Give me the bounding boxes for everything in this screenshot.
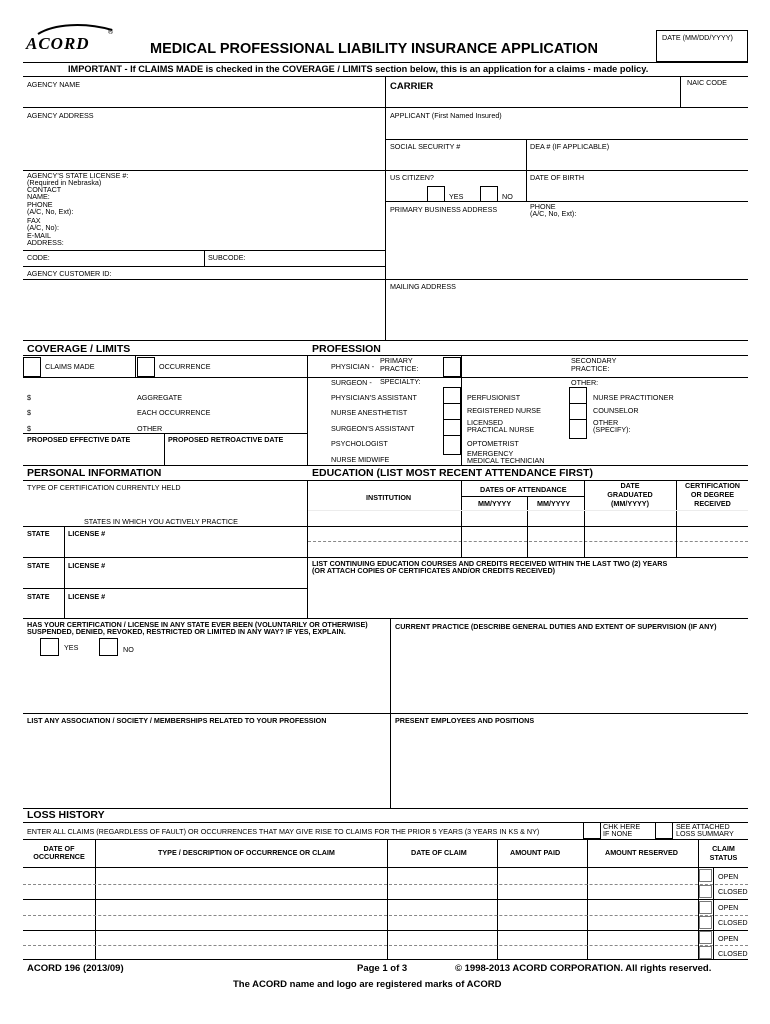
agency-license-note: (Required in Nebraska) — [27, 178, 102, 187]
eff-date-label: PROPOSED EFFECTIVE DATE — [27, 435, 131, 444]
date-occ-sub: OCCURRENCE — [33, 852, 85, 861]
license-label-3: LICENSE # — [68, 592, 106, 601]
acord-logo — [24, 22, 120, 56]
see-attached-label: SEE ATTACHED — [676, 822, 730, 831]
ce-label: LIST CONTINUING EDUCATION COURSES AND CREDITS RECEIVED WITHIN THE LAST TWO (2) YEARS — [312, 559, 668, 568]
naic-code-label: NAIC CODE — [687, 78, 727, 87]
date-label: DATE (MM/DD/YYYY) — [662, 33, 733, 42]
each-occurrence-label: EACH OCCURRENCE — [137, 408, 211, 417]
date-grad-fmt: (MM/YYYY) — [611, 499, 649, 508]
lpn-checkbox[interactable] — [569, 419, 587, 439]
citizen-no-checkbox[interactable] — [480, 186, 498, 202]
suspension-yes-label: YES — [64, 643, 79, 652]
current-practice-label: CURRENT PRACTICE (DESCRIBE GENERAL DUTIES AND EXTENT OF SUPERVISION (IF ANY) — [395, 622, 717, 631]
see-attached-sub: LOSS SUMMARY — [676, 829, 734, 838]
emt-sub: MEDICAL TECHNICIAN — [467, 456, 545, 465]
citizen-yes-checkbox[interactable] — [427, 186, 445, 202]
status-open-3: OPEN — [718, 934, 739, 943]
personal-heading: PERSONAL INFORMATION — [27, 467, 162, 479]
aggregate-dollar: $ — [27, 393, 31, 402]
copyright: © 1998-2013 ACORD CORPORATION. All rights reserved. — [455, 963, 712, 974]
amount-paid-header: AMOUNT PAID — [510, 848, 561, 857]
other-profession-label: OTHER — [593, 418, 619, 427]
chk-if-none-label: CHK HERE — [603, 822, 641, 831]
carrier-phone-sub: (A/C, No, Ext): — [530, 209, 577, 218]
retro-date-label: PROPOSED RETROACTIVE DATE — [168, 435, 284, 444]
institution-header: INSTITUTION — [366, 493, 412, 502]
psych-checkbox[interactable] — [443, 435, 461, 455]
cert-type-label: TYPE OF CERTIFICATION CURRENTLY HELD — [27, 483, 181, 492]
license-label-1: LICENSE # — [68, 529, 106, 538]
citizen-yes-label: YES — [449, 192, 464, 201]
state-label-2: STATE — [27, 561, 50, 570]
suspension-no-checkbox[interactable] — [99, 638, 118, 656]
status-closed-checkbox-1[interactable] — [699, 885, 712, 898]
status-closed-1: CLOSED — [718, 887, 748, 896]
physician-label: PHYSICIAN - — [331, 362, 375, 371]
carrier-label: CARRIER — [390, 81, 434, 92]
lpn-sub: PRACTICAL NURSE — [467, 425, 535, 434]
date-occ-header: DATE OF — [43, 844, 75, 853]
ce-sub: (OR ATTACH COPIES OF CERTIFICATES AND/OR CREDITS RECEIVED) — [312, 566, 556, 575]
citizen-label: US CITIZEN? — [390, 173, 434, 182]
page-number: Page 1 of 3 — [357, 963, 408, 974]
status-open-1: OPEN — [718, 872, 739, 881]
status-open-checkbox-2[interactable] — [699, 901, 712, 914]
agency-phone-sub: (A/C, No, Ext): — [27, 207, 74, 216]
chk-if-none-checkbox[interactable] — [583, 822, 601, 839]
agency-name-label: AGENCY NAME — [27, 80, 80, 89]
agency-license-label: AGENCY'S STATE LICENSE #: — [27, 171, 129, 180]
loss-heading: LOSS HISTORY — [27, 809, 105, 821]
subcode-label: SUBCODE: — [208, 253, 246, 262]
specify-label: (SPECIFY): — [593, 425, 631, 434]
pa-label: PHYSICIAN'S ASSISTANT — [331, 393, 417, 402]
physician-checkbox[interactable] — [443, 357, 461, 377]
contact-label: CONTACT — [27, 185, 62, 194]
profession-heading: PROFESSION — [312, 343, 381, 355]
suspension-question-2: SUSPENDED, DENIED, REVOKED, RESTRICTED OR LIMITED IN ANY WAY? IF YES, EXPLAIN. — [27, 627, 346, 636]
np-label: NURSE PRACTITIONER — [593, 393, 674, 402]
ssn-label: SOCIAL SECURITY # — [390, 142, 461, 151]
aggregate-label: AGGREGATE — [137, 393, 182, 402]
coverage-heading: COVERAGE / LIMITS — [27, 343, 131, 355]
cert-header: CERTIFICATION — [685, 481, 740, 490]
form-title: MEDICAL PROFESSIONAL LIABILITY INSURANCE APPLICATION — [150, 41, 598, 57]
status-closed-2: CLOSED — [718, 918, 748, 927]
each-dollar: $ — [27, 408, 31, 417]
sa-label: SURGEON'S ASSISTANT — [331, 424, 415, 433]
amount-reserved-header: AMOUNT RESERVED — [605, 848, 678, 857]
state-label-1: STATE — [27, 529, 50, 538]
fax-label: FAX — [27, 216, 41, 225]
loss-instructions: ENTER ALL CLAIMS (REGARDLESS OF FAULT) OR OCCURRENCES THAT MAY GIVE RISE TO CLAIMS FOR THE PRIOR 5 YEARS (3 YEARS IN KS & NY) — [27, 827, 540, 836]
see-attached-checkbox[interactable] — [655, 822, 673, 839]
status-closed-3: CLOSED — [718, 949, 748, 958]
important-notice: IMPORTANT - If CLAIMS MADE is checked in the COVERAGE / LIMITS section below, this is an application for a claims - made policy. — [68, 64, 649, 74]
status-open-2: OPEN — [718, 903, 739, 912]
state-label-3: STATE — [27, 592, 50, 601]
suspension-yes-checkbox[interactable] — [40, 638, 59, 656]
status-open-checkbox-3[interactable] — [699, 931, 712, 944]
counselor-label: COUNSELOR — [593, 406, 639, 415]
customer-id-label: AGENCY CUSTOMER ID: — [27, 269, 112, 278]
primary-label: PRIMARY — [380, 356, 413, 365]
claims-made-checkbox[interactable] — [23, 357, 41, 377]
rn-label: REGISTERED NURSE — [467, 406, 541, 415]
perfusionist-label: PERFUSIONIST — [467, 393, 521, 402]
date-grad-header: DATE — [620, 481, 640, 490]
type-header: TYPE / DESCRIPTION OF OCCURRENCE OR CLAIM — [158, 848, 335, 857]
email-label: E-MAIL — [27, 231, 51, 240]
anesthetist-label: NURSE ANESTHETIST — [331, 408, 408, 417]
registered-mark: ® — [108, 29, 114, 36]
occurrence-checkbox[interactable] — [137, 357, 155, 377]
date-claim-header: DATE OF CLAIM — [411, 848, 467, 857]
suspension-no-label: NO — [123, 645, 134, 654]
carrier-phone-label: PHONE — [530, 202, 556, 211]
cert-sub: OR DEGREE — [690, 490, 735, 499]
status-closed-checkbox-2[interactable] — [699, 916, 712, 929]
dob-label: DATE OF BIRTH — [530, 173, 585, 182]
email-sub: ADDRESS: — [27, 238, 64, 247]
suspension-question: HAS YOUR CERTIFICATION / LICENSE IN ANY STATE EVER BEEN (VOLUNTARILY OR OTHERWISE) — [27, 620, 368, 629]
claims-made-label: CLAIMS MADE — [45, 362, 95, 371]
employees-label: PRESENT EMPLOYEES AND POSITIONS — [395, 716, 535, 725]
dea-label: DEA # (IF APPLICABLE) — [530, 142, 610, 151]
optometrist-label: OPTOMETRIST — [467, 439, 519, 448]
lpn-label: LICENSED — [467, 418, 503, 427]
midwife-label: NURSE MIDWIFE — [331, 455, 390, 464]
agency-address-label: AGENCY ADDRESS — [27, 111, 94, 120]
status-closed-checkbox-3[interactable] — [699, 946, 712, 959]
form-number: ACORD 196 (2013/09) — [27, 963, 124, 974]
mm-header-from: MM/YYYY — [478, 499, 512, 508]
claim-status-sub: STATUS — [709, 853, 738, 862]
applicant-label: APPLICANT (First Named Insured) — [390, 111, 502, 120]
states-label: STATES IN WHICH YOU ACTIVELY PRACTICE — [84, 517, 238, 526]
contact-name-label: NAME: — [27, 192, 50, 201]
secondary-label: SECONDARY — [571, 356, 617, 365]
mailing-address-label: MAILING ADDRESS — [390, 282, 456, 291]
secondary-sub: PRACTICE: — [571, 364, 610, 373]
business-address-label: PRIMARY BUSINESS ADDRESS — [390, 205, 498, 214]
dates-header: DATES OF ATTENDANCE — [480, 485, 567, 494]
other-limit-label: OTHER — [137, 424, 163, 433]
specialty-label: SPECIALTY: — [380, 377, 421, 386]
education-heading: EDUCATION (LIST MOST RECENT ATTENDANCE FIRST) — [312, 467, 593, 479]
other-profession-top: OTHER: — [571, 378, 599, 387]
fax-sub: (A/C, No): — [27, 223, 59, 232]
cert-sub2: RECEIVED — [694, 499, 731, 508]
emt-label: EMERGENCY — [467, 449, 514, 458]
association-label: LIST ANY ASSOCIATION / SOCIETY / MEMBERSHIPS RELATED TO YOUR PROFESSION — [27, 716, 327, 725]
logo-text: ACORD — [26, 34, 90, 53]
status-open-checkbox-1[interactable] — [699, 869, 712, 882]
other-dollar: $ — [27, 424, 31, 433]
agency-phone-label: PHONE — [27, 200, 53, 209]
occurrence-label: OCCURRENCE — [159, 362, 211, 371]
registered-marks-note: The ACORD name and logo are registered marks of ACORD — [233, 979, 502, 990]
primary-sub: PRACTICE: — [380, 364, 419, 373]
citizen-no-label: NO — [502, 192, 513, 201]
date-grad-sub: GRADUATED — [607, 490, 653, 499]
surgeon-label: SURGEON - — [331, 378, 372, 387]
chk-if-none-sub: IF NONE — [603, 829, 633, 838]
psych-label: PSYCHOLOGIST — [331, 439, 388, 448]
mm-header-to: MM/YYYY — [537, 499, 571, 508]
claim-status-header: CLAIM — [712, 844, 735, 853]
code-label: CODE: — [27, 253, 50, 262]
license-label-2: LICENSE # — [68, 561, 106, 570]
